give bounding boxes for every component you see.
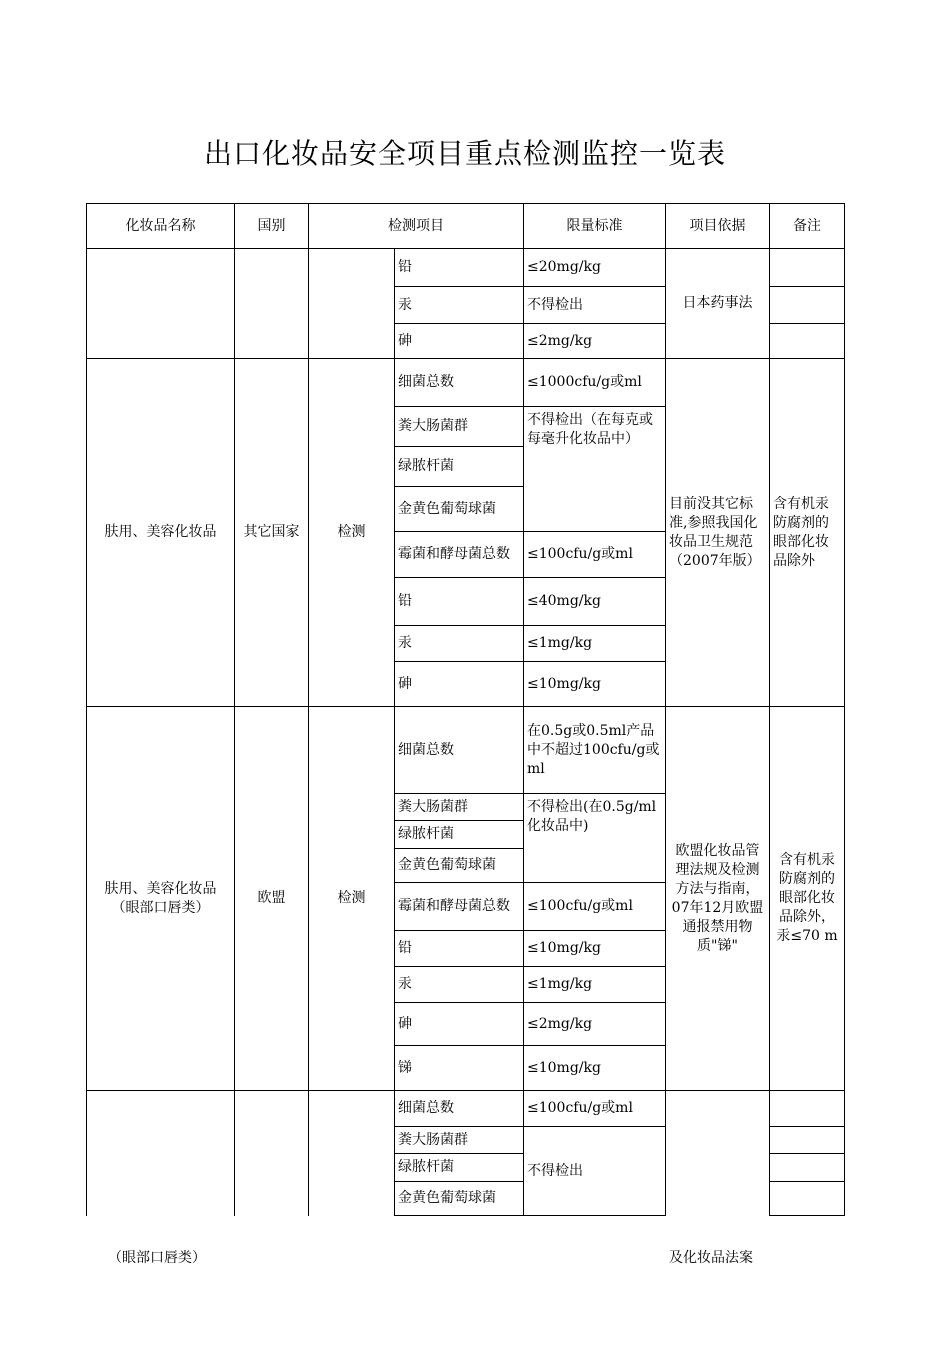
s2-item: 粪大肠菌群 <box>395 407 524 447</box>
s1-category-cell <box>309 249 395 359</box>
s4-item: 细菌总数 <box>395 1091 524 1127</box>
s4-item: 金黄色葡萄球菌 <box>395 1182 524 1216</box>
s1-name-cell <box>87 249 235 359</box>
s2-name: 肤用、美容化妆品 <box>87 359 235 707</box>
s1-limit: ≤2mg/kg <box>524 324 666 359</box>
s4-note-cell <box>770 1127 845 1154</box>
s2-basis: 目前没其它标准,参照我国化妆品卫生规范（2007年版） <box>666 359 770 707</box>
s4-bacteria-limit: 不得检出 <box>524 1127 666 1216</box>
s3-name-line2: （眼部口唇类） <box>111 899 210 916</box>
s1-limit: 不得检出 <box>524 287 666 324</box>
header-note: 备注 <box>770 204 845 249</box>
s2-item: 砷 <box>395 662 524 707</box>
s4-note-cell <box>770 1154 845 1182</box>
s1-country-cell <box>235 249 309 359</box>
s3-item: 绿脓杆菌 <box>395 821 524 849</box>
s3-item: 汞 <box>395 967 524 1003</box>
s3-item: 砷 <box>395 1003 524 1046</box>
s3-limit: ≤10mg/kg <box>524 1046 666 1091</box>
s2-item: 铅 <box>395 578 524 626</box>
monitor-table <box>86 203 845 1216</box>
s1-note-cell <box>770 249 845 287</box>
table-row <box>87 707 845 794</box>
page-title: 出口化妆品安全项目重点检测监控一览表 <box>203 137 726 170</box>
s4-note-cell <box>770 1091 845 1127</box>
s3-name <box>87 707 235 1091</box>
s2-item: 金黄色葡萄球菌 <box>395 487 524 532</box>
s2-category: 检测 <box>309 359 395 707</box>
s4-basis-cell <box>666 1091 770 1216</box>
s3-name-line1: 肤用、美容化妆品 <box>104 880 217 897</box>
s3-item: 粪大肠菌群 <box>395 794 524 821</box>
footer-right: 及化妆品法案 <box>669 1250 753 1266</box>
header-basis: 项目依据 <box>666 204 770 249</box>
s3-limit: ≤100cfu/g或ml <box>524 883 666 931</box>
s3-bacteria-limit: 不得检出(在0.5g/ml化妆品中) <box>524 794 666 883</box>
header-country: 国别 <box>235 204 309 249</box>
s3-item: 铅 <box>395 931 524 967</box>
s4-category-cell <box>309 1091 395 1216</box>
header-row <box>87 204 845 249</box>
header-limit: 限量标准 <box>524 204 666 249</box>
s4-item: 绿脓杆菌 <box>395 1154 524 1182</box>
s3-limit: ≤1mg/kg <box>524 967 666 1003</box>
header-item: 检测项目 <box>309 204 524 249</box>
s3-limit: ≤2mg/kg <box>524 1003 666 1046</box>
s3-limit: 在0.5g或0.5ml产品中不超过100cfu/g或ml <box>524 707 666 794</box>
s2-country: 其它国家 <box>235 359 309 707</box>
s3-basis: 欧盟化妆品管理法规及检测方法与指南，07年12月欧盟通报禁用物质"锑" <box>666 707 770 1091</box>
header-name: 化妆品名称 <box>87 204 235 249</box>
footer-left: （眼部口唇类） <box>108 1250 206 1266</box>
s1-item: 铅 <box>395 249 524 287</box>
s4-country-cell <box>235 1091 309 1216</box>
s4-limit: ≤100cfu/g或ml <box>524 1091 666 1127</box>
s1-note-cell <box>770 287 845 324</box>
s2-note: 含有机汞防腐剂的眼部化妆品除外 <box>770 359 845 707</box>
s1-note-cell <box>770 324 845 359</box>
s3-item: 霉菌和酵母菌总数 <box>395 883 524 931</box>
s2-item: 汞 <box>395 626 524 662</box>
s2-limit: ≤100cfu/g或ml <box>524 532 666 578</box>
s2-limit: ≤1mg/kg <box>524 626 666 662</box>
s2-item: 绿脓杆菌 <box>395 447 524 487</box>
table-row <box>87 1091 845 1127</box>
s1-item: 汞 <box>395 287 524 324</box>
table-row <box>87 249 845 287</box>
s3-item: 锑 <box>395 1046 524 1091</box>
s3-limit: ≤10mg/kg <box>524 931 666 967</box>
s2-limit: ≤1000cfu/g或ml <box>524 359 666 407</box>
table-row <box>87 359 845 407</box>
s1-item: 砷 <box>395 324 524 359</box>
s4-note-cell <box>770 1182 845 1216</box>
s2-item: 霉菌和酵母菌总数 <box>395 532 524 578</box>
s3-country: 欧盟 <box>235 707 309 1091</box>
s3-item: 金黄色葡萄球菌 <box>395 849 524 883</box>
s1-basis: 日本药事法 <box>666 249 770 359</box>
s4-name-cell <box>87 1091 235 1216</box>
s3-category: 检测 <box>309 707 395 1091</box>
s1-limit: ≤20mg/kg <box>524 249 666 287</box>
s3-item: 细菌总数 <box>395 707 524 794</box>
s3-note: 含有机汞防腐剂的眼部化妆品除外，汞≤70 m <box>770 707 845 1091</box>
s2-limit: ≤40mg/kg <box>524 578 666 626</box>
s2-item: 细菌总数 <box>395 359 524 407</box>
s2-limit: ≤10mg/kg <box>524 662 666 707</box>
s4-item: 粪大肠菌群 <box>395 1127 524 1154</box>
s2-bacteria-limit: 不得检出（在每克或每毫升化妆品中） <box>524 407 666 532</box>
